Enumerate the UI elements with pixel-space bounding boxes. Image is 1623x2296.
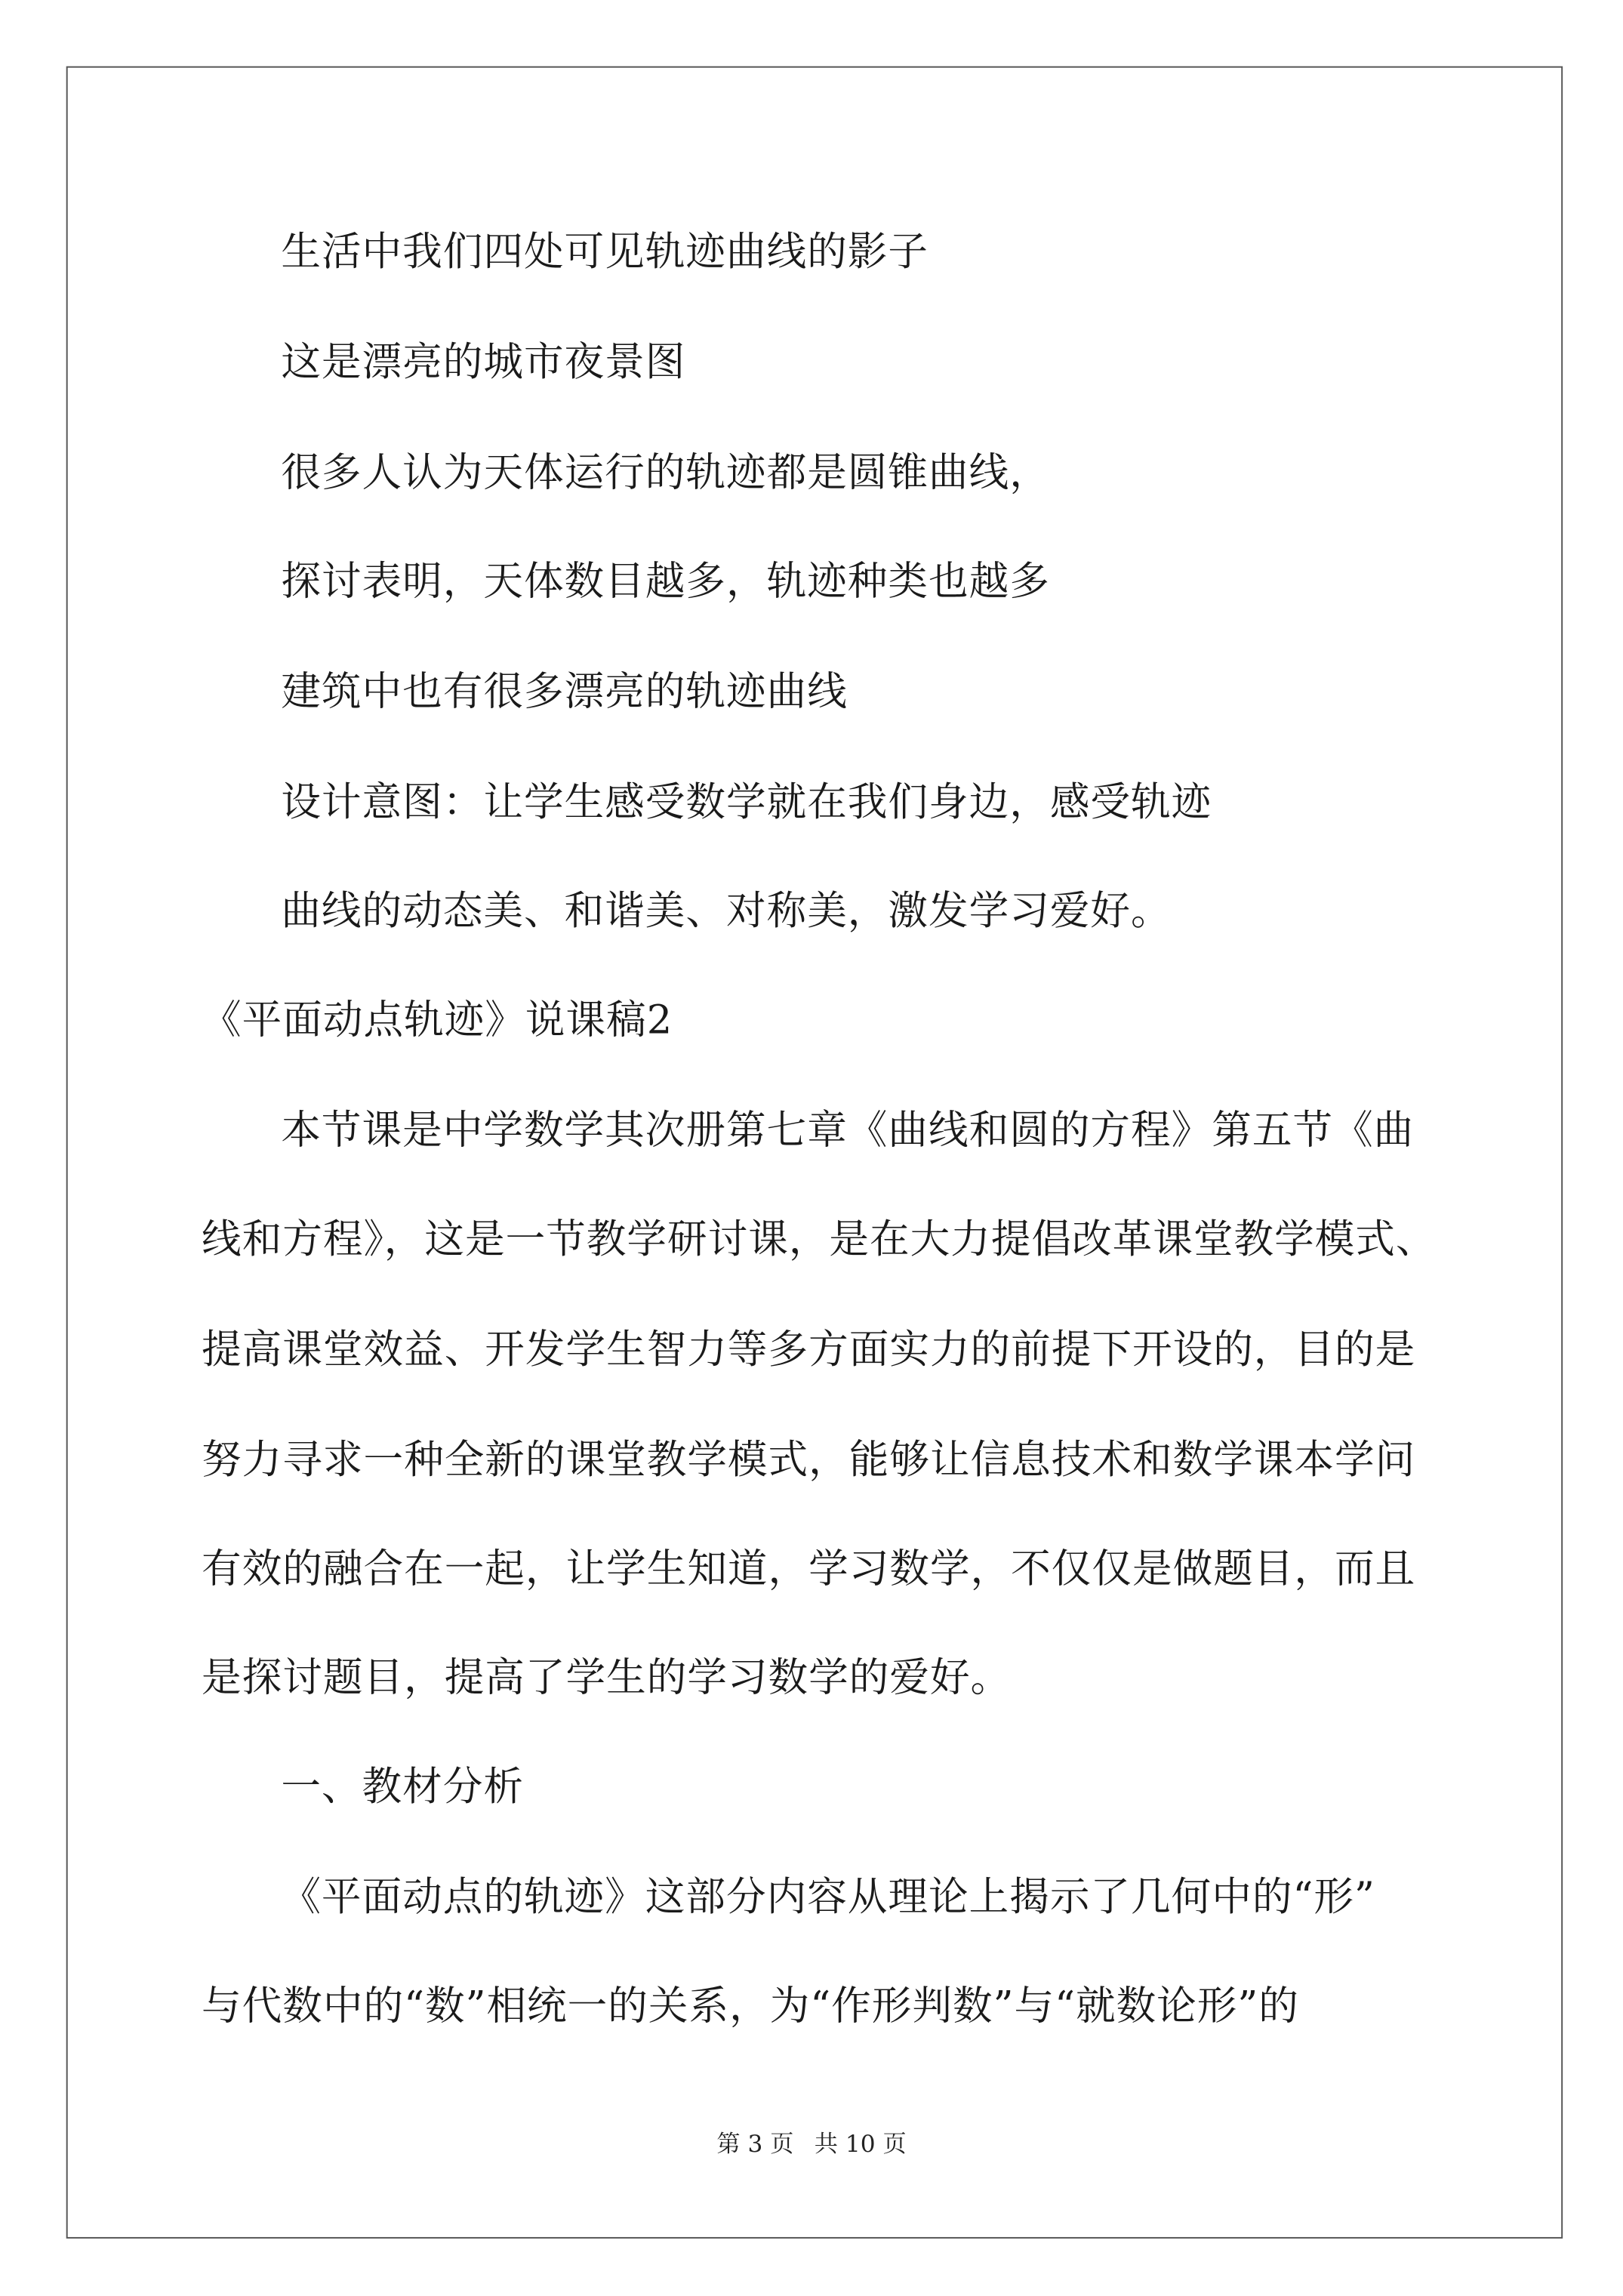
total-pages: 共 10 页 — [814, 2129, 907, 2158]
paragraph-line: 提高课堂效益、开发学生智力等多方面实力的前提下开设的，目的是 — [202, 1327, 1416, 1373]
paragraph-line: 线和方程》，这是一节教学研讨课，是在大力提倡改革课堂教学模式、 — [202, 1217, 1437, 1263]
section-title: 《平面动点轨迹》说课稿2 — [202, 997, 673, 1044]
paragraph-line: 努力寻求一种全新的课堂教学模式，能够让信息技术和数学课本学问 — [202, 1438, 1416, 1484]
paragraph-line: 与代数中的“数”相统一的关系，为“作形判数”与“就数论形”的 — [202, 1983, 1299, 2030]
paragraph-line: 有效的融合在一起，让学生知道，学习数学，不仅仅是做题目，而且 — [202, 1546, 1416, 1593]
intro-line: 生活中我们四处可见轨迹曲线的影子 — [281, 230, 929, 276]
section-heading: 一、教材分析 — [281, 1764, 524, 1811]
intro-line: 这是漂亮的城市夜景图 — [281, 340, 686, 386]
intro-line: 设计意图：让学生感受数学就在我们身边，感受轨迹 — [281, 780, 1212, 826]
intro-line: 建筑中也有很多漂亮的轨迹曲线 — [281, 669, 848, 716]
intro-line: 探讨表明，天体数目越多，轨迹种类也越多 — [281, 559, 1050, 606]
paragraph-line: 《平面动点的轨迹》这部分内容从理论上揭示了几何中的“形” — [281, 1875, 1375, 1921]
page-number: 第 3 页 — [716, 2129, 794, 2158]
intro-line: 很多人认为天体运行的轨迹都是圆锥曲线， — [281, 450, 1050, 496]
page-footer — [0, 2129, 1623, 2158]
intro-line: 曲线的动态美、和谐美、对称美，激发学习爱好。 — [281, 889, 1172, 935]
paragraph-line: 是探讨题目，提高了学生的学习数学的爱好。 — [202, 1655, 1012, 1702]
paragraph-line: 本节课是中学数学其次册第七章《曲线和圆的方程》第五节《曲 — [281, 1108, 1415, 1154]
